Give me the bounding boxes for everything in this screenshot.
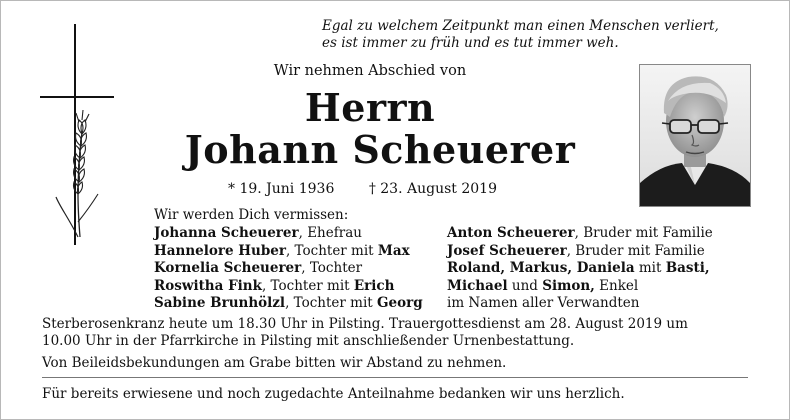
deceased-name: Johann Scheuerer — [184, 127, 576, 172]
family-heading: Wir werden Dich vermissen: — [154, 207, 349, 223]
family-member-line — [154, 225, 423, 243]
family-member-line — [447, 243, 713, 261]
family-member-name: Kornelia Scheuerer — [154, 260, 302, 276]
family-member-line — [447, 295, 713, 313]
farewell-intro: Wir nehmen Abschied von — [273, 63, 467, 79]
service-info-line-2: 10.00 Uhr in der Pfarrkirche in Pilsting mit anschließender Urnenbestattung. — [42, 333, 575, 349]
family-member-name: Sabine Brunhölzl — [154, 295, 286, 311]
family-member-name: Johanna Scheuerer — [154, 225, 299, 241]
condolence-note: Von Beileidsbekundungen am Grabe bitten wir Abstand zu nehmen. — [42, 355, 507, 371]
quote-line-2: es ist immer zu früh und es tut immer weh. — [322, 35, 619, 51]
family-member-name: Anton Scheuerer — [447, 225, 575, 241]
family-member-line — [154, 295, 423, 313]
divider — [42, 377, 748, 378]
family-list-left — [154, 225, 423, 313]
family-member-name: Josef Scheuerer — [447, 242, 567, 259]
family-member-name: Hannelore Huber — [154, 242, 286, 259]
birth-date: * 19. Juni 1936 — [228, 181, 335, 197]
family-member-line — [154, 243, 423, 261]
family-member-relation: , Bruder mit Familie — [574, 225, 713, 241]
family-member-relation: , Ehefrau — [298, 225, 362, 241]
family-member-relation: , Tochter mit — [261, 277, 354, 294]
family-member-name: Max — [377, 242, 410, 259]
family-member-name: Basti, — [665, 260, 710, 276]
family-member-name: Simon, — [542, 277, 595, 294]
cross-with-wheat-icon — [38, 22, 118, 247]
family-member-relation: Enkel — [594, 277, 639, 294]
family-member-name: Roswitha Fink — [154, 277, 262, 294]
memorial-quote — [322, 18, 752, 52]
family-member-line — [447, 225, 713, 243]
family-member-relation: , Tochter mit — [285, 295, 377, 311]
life-dates — [228, 181, 527, 197]
thanks-note: Für bereits erwiesene und noch zugedachte Anteilnahme bedanken wir uns herzlich. — [42, 386, 625, 402]
salutation: Herrn — [304, 85, 436, 130]
family-member-name: Roland, Markus, Daniela — [447, 260, 635, 276]
family-list-right — [447, 225, 713, 313]
family-member-relation: , Tochter — [301, 260, 363, 276]
family-member-line — [447, 278, 713, 296]
family-member-name: Michael — [447, 277, 508, 294]
death-date: † 23. August 2019 — [368, 181, 497, 197]
family-member-name: Georg — [377, 295, 423, 311]
family-member-relation: , Bruder mit Familie — [566, 242, 705, 259]
portrait-photo — [639, 64, 751, 207]
service-info — [42, 316, 747, 350]
family-member-line — [447, 260, 713, 278]
family-member-relation: und — [507, 277, 543, 294]
family-member-relation: im Namen aller Verwandten — [447, 295, 640, 311]
quote-line-1: Egal zu welchem Zeitpunkt man einen Menschen verliert, — [322, 18, 719, 34]
family-member-line — [154, 260, 423, 278]
family-member-name: Erich — [353, 277, 395, 294]
service-info-line-1: Sterberosenkranz heute um 18.30 Uhr in Pilsting. Trauergottesdienst am 28. August 2019 um — [42, 316, 688, 332]
family-member-relation: , Tochter mit — [285, 242, 378, 259]
family-member-relation: mit — [634, 260, 666, 276]
family-member-line — [154, 278, 423, 296]
